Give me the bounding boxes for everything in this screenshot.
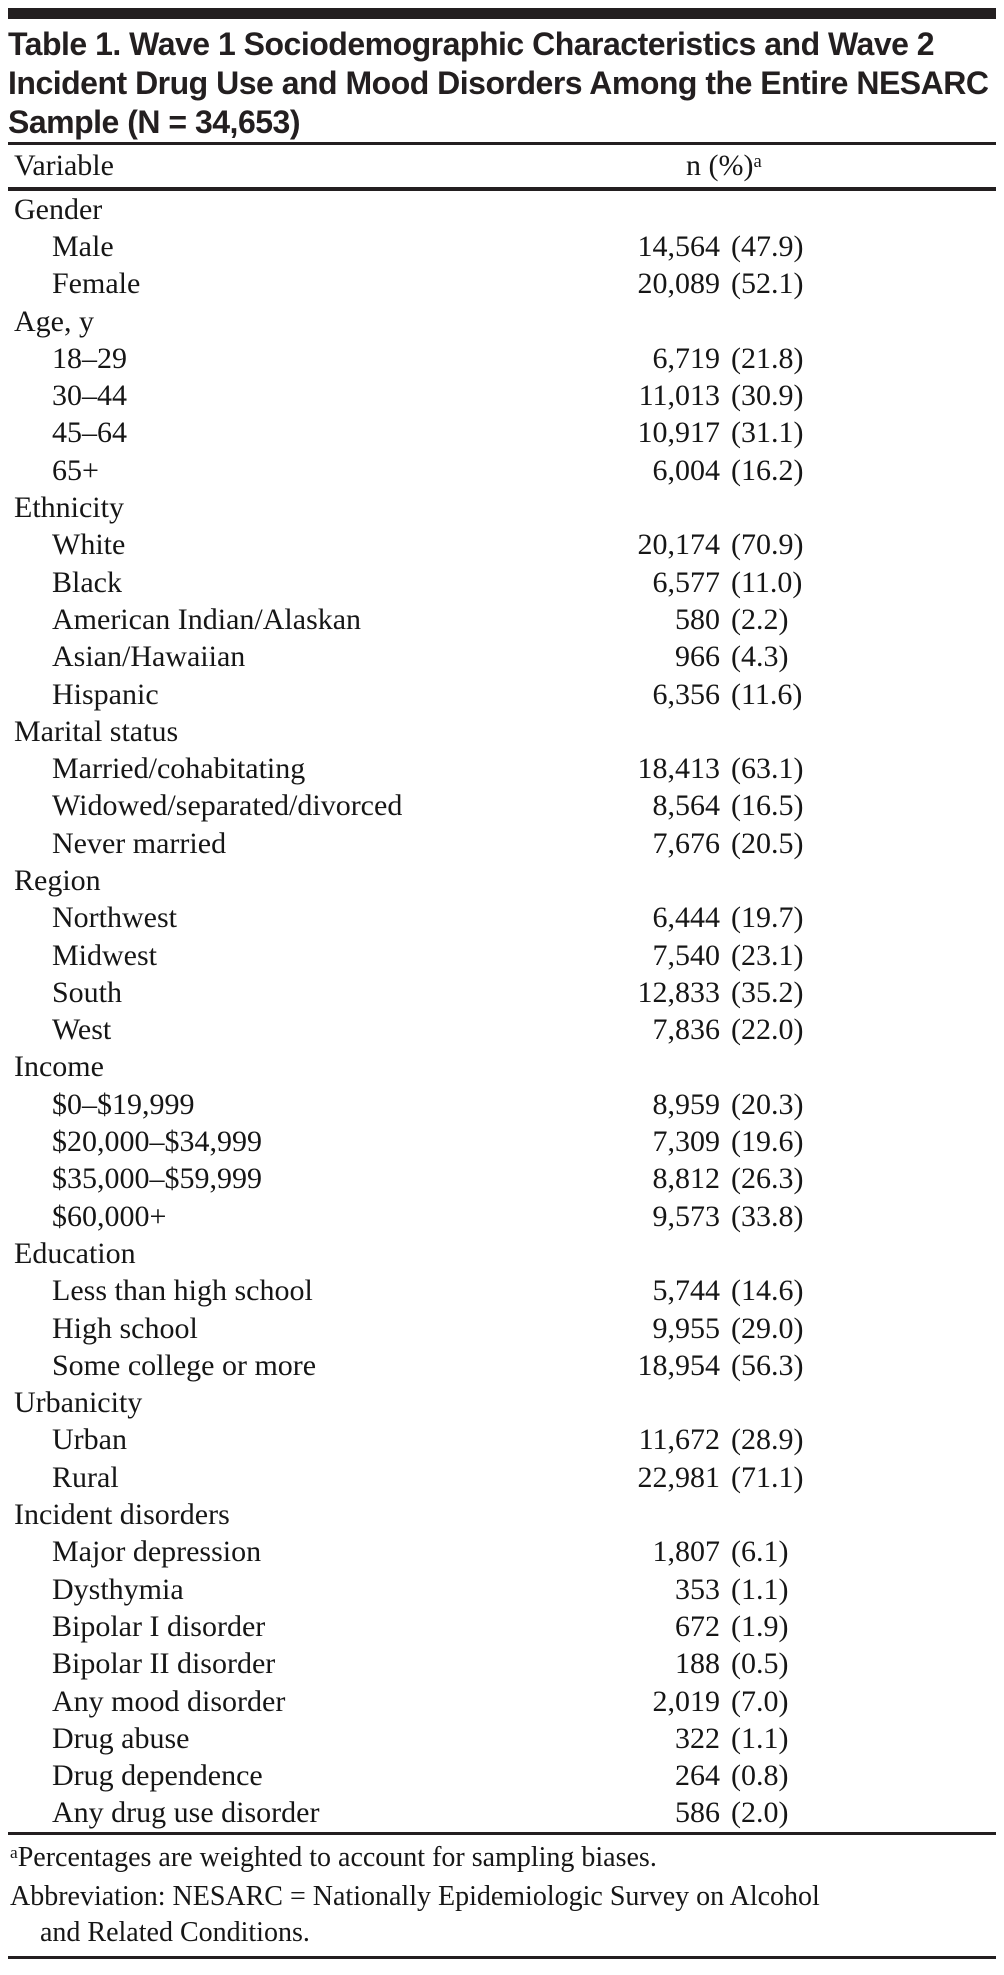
section-header-row xyxy=(8,191,996,228)
row-label: Bipolar II disorder xyxy=(52,1647,276,1681)
table-row xyxy=(8,1608,996,1645)
table-row xyxy=(8,601,996,638)
row-label: Female xyxy=(52,267,141,301)
table-title: Table 1. Wave 1 Sociodemographic Characteristics and Wave 2 Incident Drug Use and Mood Disorders Among the Entire NESARC Sample (N = 34,653) xyxy=(8,26,989,140)
table-row xyxy=(8,452,996,489)
section-header-row xyxy=(8,1496,996,1533)
row-percent-value: (11.6) xyxy=(731,677,803,711)
row-percent-value: (52.1) xyxy=(731,267,804,301)
footnotes xyxy=(8,1835,996,1953)
row-percent-value: (6.1) xyxy=(731,1535,789,1569)
row-count-value: 188 xyxy=(675,1647,720,1681)
row-percent-value: (11.0) xyxy=(731,565,803,599)
section-header-label: Age, y xyxy=(14,304,94,338)
table-row xyxy=(8,1310,996,1347)
row-label: Widowed/separated/divorced xyxy=(52,789,403,823)
row-percent-value: (16.2) xyxy=(731,453,804,487)
row-count-value: 9,955 xyxy=(652,1311,720,1345)
row-percent-value: (30.9) xyxy=(731,379,804,413)
section-header-label: Income xyxy=(14,1050,104,1084)
row-percent-value: (21.8) xyxy=(731,341,804,375)
row-count-value: 8,564 xyxy=(652,789,720,823)
section-header-row xyxy=(8,1385,996,1422)
column-header-row xyxy=(8,145,996,187)
section-header-label: Marital status xyxy=(14,714,179,748)
table-row xyxy=(8,1757,996,1794)
row-count-value: 18,954 xyxy=(637,1348,720,1382)
row-label: Some college or more xyxy=(52,1348,317,1382)
row-percent-value: (70.9) xyxy=(731,528,804,562)
row-count-value: 7,676 xyxy=(652,826,720,860)
row-count-value: 264 xyxy=(675,1759,720,1793)
row-label: American Indian/Alaskan xyxy=(52,602,362,636)
row-label: Rural xyxy=(52,1460,119,1494)
row-label: South xyxy=(52,975,123,1009)
table-row xyxy=(8,1086,996,1123)
row-percent-value: (2.0) xyxy=(731,1796,789,1830)
row-count-value: 10,917 xyxy=(637,416,720,450)
row-label: Any mood disorder xyxy=(52,1684,286,1718)
row-count-value: 12,833 xyxy=(637,975,720,1009)
table-row xyxy=(8,1198,996,1235)
row-count-value: 672 xyxy=(675,1609,720,1643)
row-label: 30–44 xyxy=(52,379,127,413)
value-column-footnote-marker: a xyxy=(753,150,762,172)
row-label: 65+ xyxy=(52,453,99,487)
row-percent-value: (35.2) xyxy=(731,975,804,1009)
row-percent-value: (7.0) xyxy=(731,1684,789,1718)
row-count-value: 11,013 xyxy=(638,379,720,413)
table-row xyxy=(8,564,996,601)
row-label: Northwest xyxy=(52,901,177,935)
row-percent-value: (56.3) xyxy=(731,1348,804,1382)
row-percent-value: (26.3) xyxy=(731,1162,804,1196)
row-label: $0–$19,999 xyxy=(52,1087,195,1121)
row-count-value: 20,089 xyxy=(637,267,720,301)
row-percent-value: (4.3) xyxy=(731,640,789,674)
table-row xyxy=(8,900,996,937)
table-row xyxy=(8,1646,996,1683)
row-percent-value: (1.9) xyxy=(731,1609,789,1643)
row-count-value: 8,959 xyxy=(652,1087,720,1121)
value-column-label: n (%) xyxy=(686,149,754,182)
row-percent-value: (0.8) xyxy=(731,1759,789,1793)
row-percent-value: (20.3) xyxy=(731,1087,804,1121)
row-percent-value: (1.1) xyxy=(731,1572,789,1606)
row-percent-value: (71.1) xyxy=(731,1460,804,1494)
section-header-row xyxy=(8,489,996,526)
table-row xyxy=(8,527,996,564)
row-label: Married/cohabitating xyxy=(52,752,306,786)
table-row xyxy=(8,266,996,303)
row-count-value: 8,812 xyxy=(652,1162,720,1196)
footnote-marker: a xyxy=(10,1843,18,1863)
row-count-value: 6,356 xyxy=(652,677,720,711)
table-row xyxy=(8,1683,996,1720)
row-count-value: 586 xyxy=(675,1796,720,1830)
row-percent-value: (2.2) xyxy=(731,602,789,636)
section-header-row xyxy=(8,1235,996,1272)
table-row xyxy=(8,415,996,452)
table-row xyxy=(8,1795,996,1832)
row-count-value: 11,672 xyxy=(638,1423,720,1457)
footnote-line: and Related Conditions. xyxy=(40,1917,310,1948)
row-count-value: 6,004 xyxy=(652,453,720,487)
row-label: $60,000+ xyxy=(52,1199,167,1233)
row-count-value: 353 xyxy=(675,1572,720,1606)
row-percent-value: (47.9) xyxy=(731,229,804,263)
row-label: Major depression xyxy=(52,1535,262,1569)
row-label: Male xyxy=(52,229,114,263)
row-count-value: 9,573 xyxy=(652,1199,720,1233)
section-header-label: Incident disorders xyxy=(14,1498,230,1532)
row-count-value: 5,744 xyxy=(652,1274,720,1308)
row-label: 18–29 xyxy=(52,341,127,375)
table-row xyxy=(8,788,996,825)
row-percent-value: (1.1) xyxy=(731,1721,789,1755)
table-row xyxy=(8,639,996,676)
row-label: Black xyxy=(52,565,122,599)
row-count-value: 6,719 xyxy=(652,341,720,375)
top-rule xyxy=(8,8,996,19)
table-row xyxy=(8,1161,996,1198)
row-percent-value: (19.6) xyxy=(731,1125,804,1159)
table-row xyxy=(8,1123,996,1160)
row-label: Bipolar I disorder xyxy=(52,1609,266,1643)
row-percent-value: (14.6) xyxy=(731,1274,804,1308)
row-percent-value: (22.0) xyxy=(731,1013,804,1047)
footnote-line: Abbreviation: NESARC = Nationally Epidemiologic Survey on Alcohol xyxy=(10,1881,820,1912)
table-row xyxy=(8,1534,996,1571)
row-percent-value: (31.1) xyxy=(731,416,804,450)
row-label: White xyxy=(52,528,126,562)
row-label: Never married xyxy=(52,826,227,860)
row-label: West xyxy=(52,1013,112,1047)
row-label: $20,000–$34,999 xyxy=(52,1125,262,1159)
table-row xyxy=(8,1347,996,1384)
table-row xyxy=(8,1012,996,1049)
row-label: Drug abuse xyxy=(52,1721,190,1755)
row-percent-value: (20.5) xyxy=(731,826,804,860)
row-percent-value: (23.1) xyxy=(731,938,804,972)
row-count-value: 1,807 xyxy=(652,1535,720,1569)
table-row xyxy=(8,377,996,414)
table-body xyxy=(8,191,996,1832)
row-count-value: 7,309 xyxy=(652,1125,720,1159)
section-header-row xyxy=(8,303,996,340)
row-label: Hispanic xyxy=(52,677,159,711)
row-label: Less than high school xyxy=(52,1274,313,1308)
table-row xyxy=(8,1459,996,1496)
row-percent-value: (29.0) xyxy=(731,1311,804,1345)
bottom-rule xyxy=(8,1956,996,1959)
row-count-value: 20,174 xyxy=(637,528,720,562)
row-count-value: 22,981 xyxy=(637,1460,720,1494)
row-percent-value: (16.5) xyxy=(731,789,804,823)
table-row xyxy=(8,1571,996,1608)
table-row xyxy=(8,937,996,974)
row-percent-value: (28.9) xyxy=(731,1423,804,1457)
footnote-line: $^a$Percentages are weighted to account for sampling biases. xyxy=(10,1842,657,1873)
row-count-value: 6,444 xyxy=(652,901,720,935)
row-label: Asian/Hawaiian xyxy=(52,640,246,674)
row-label: Urban xyxy=(52,1423,127,1457)
value-column-header xyxy=(686,149,762,183)
row-label: Midwest xyxy=(52,938,157,972)
section-header-label: Urbanicity xyxy=(14,1386,143,1420)
row-label: High school xyxy=(52,1311,198,1345)
table-row xyxy=(8,1720,996,1757)
table-row xyxy=(8,974,996,1011)
section-header-label: Gender xyxy=(14,192,103,226)
table-row xyxy=(8,750,996,787)
table-row xyxy=(8,1273,996,1310)
row-count-value: 322 xyxy=(675,1721,720,1755)
row-percent-value: (0.5) xyxy=(731,1647,789,1681)
section-header-row xyxy=(8,713,996,750)
row-label: Dysthymia xyxy=(52,1572,184,1606)
row-label: Any drug use disorder xyxy=(52,1796,320,1830)
row-count-value: 7,540 xyxy=(652,938,720,972)
row-count-value: 966 xyxy=(675,640,720,674)
section-header-label: Region xyxy=(14,863,101,897)
row-percent-value: (63.1) xyxy=(731,752,804,786)
row-count-value: 18,413 xyxy=(637,752,720,786)
row-count-value: 6,577 xyxy=(652,565,720,599)
table-row xyxy=(8,228,996,265)
table-row xyxy=(8,340,996,377)
variable-column-header: Variable xyxy=(14,149,114,182)
section-header-row xyxy=(8,862,996,899)
section-header-row xyxy=(8,1049,996,1086)
row-label: 45–64 xyxy=(52,416,127,450)
row-count-value: 580 xyxy=(675,602,720,636)
row-percent-value: (19.7) xyxy=(731,901,804,935)
row-count-value: 7,836 xyxy=(652,1013,720,1047)
row-count-value: 14,564 xyxy=(637,229,720,263)
row-label: $35,000–$59,999 xyxy=(52,1162,262,1196)
row-percent-value: (33.8) xyxy=(731,1199,804,1233)
section-header-label: Ethnicity xyxy=(14,491,124,525)
row-label: Drug dependence xyxy=(52,1759,263,1793)
row-count-value: 2,019 xyxy=(652,1684,720,1718)
table-row xyxy=(8,676,996,713)
table-row xyxy=(8,1422,996,1459)
section-header-label: Education xyxy=(14,1236,136,1270)
table-row xyxy=(8,825,996,862)
